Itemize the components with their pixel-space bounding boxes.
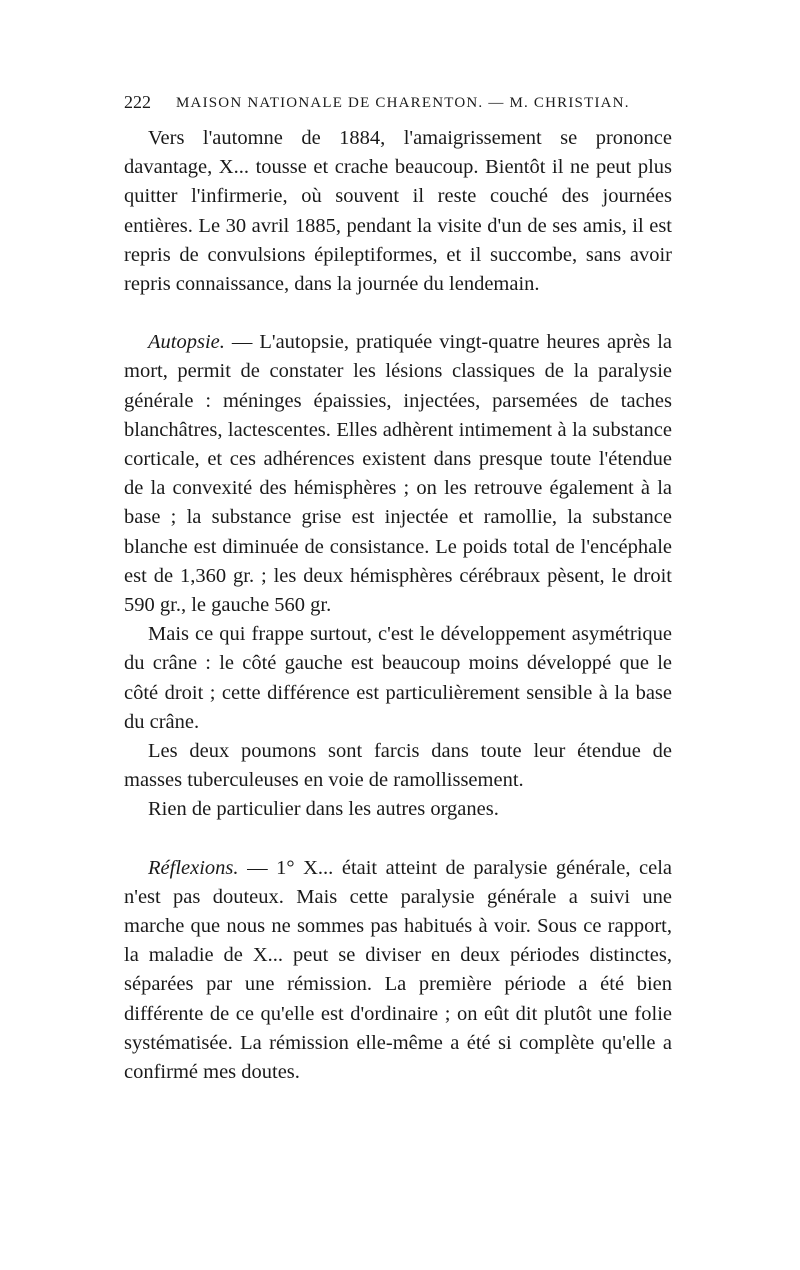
paragraph-organes: [124, 795, 672, 824]
paragraph-text: — 1° X... était atteint de paralysie générale, cela n'est pas douteux. Mais cette paralysie générale a suivi une marche que nous ne sommes pas habitués à voir. Sous ce rapport, la maladie de X... peut se diviser en deux périodes distinctes, séparées par une rémission. La première période a été bien différente de ce qu'elle est d'ordinaire ; on eût dit plutôt une folie systématisée. La rémission elle-même a été si complète qu'elle a confirmé mes doutes.: [124, 856, 672, 1084]
paragraph-text: — L'autopsie, pratiquée vingt-quatre heures après la mort, permit de constater les lésions classiques de la paralysie générale : méninges épaissies, injectées, parsemées de taches blanchâtres, lactescentes. Elles adhèrent intimement à la substance corticale, et ces adhérences existent dans presque toute l'étendue de la convexité des hémisphères ; on les retrouve également à la base ; la substance grise est injectée et ramollie, la substance blanche est diminuée de consistance. Le poids total de l'encéphale est de 1,360 gr. ; les deux hémisphères cérébraux pèsent, le droit 590 gr., le gauche 560 gr.: [124, 331, 672, 617]
section-lead-reflexions: Réflexions.: [148, 856, 239, 879]
running-header: [124, 92, 669, 116]
paragraph-crane: [124, 620, 672, 737]
paragraph-text: Mais ce qui frappe surtout, c'est le développement asymétrique du crâne : le côté gauche est beaucoup moins développé que le côté droit ; cette différence est particulièrement sensible à la base du crâne.: [124, 623, 672, 733]
paragraph-reflexions: [124, 854, 672, 1088]
running-title: MAISON NATIONALE DE CHARENTON. — M. CHRISTIAN.: [176, 95, 630, 111]
body-text: [124, 124, 672, 1087]
paragraph-text: Rien de particulier dans les autres organes.: [148, 798, 499, 821]
paragraph-text: Les deux poumons sont farcis dans toute leur étendue de masses tuberculeuses en voie de ramollissement.: [124, 740, 672, 792]
page-number: 222: [124, 92, 151, 112]
paragraph-text: Vers l'automne de 1884, l'amaigrissement se prononce davantage, X... tousse et crache beaucoup. Bientôt il ne peut plus quitter l'infirmerie, où souvent il reste couché des journées entières. Le 30 avril 1885, pendant la visite d'un de ses amis, il est repris de convulsions épileptiformes, et il succombe, sans avoir repris connaissance, dans la journée du lendemain.: [124, 127, 672, 296]
paragraph-autopsie: [124, 328, 672, 620]
paragraph-progression: [124, 124, 672, 299]
section-lead-autopsie: Autopsie.: [148, 331, 225, 354]
paragraph-poumons: [124, 737, 672, 795]
